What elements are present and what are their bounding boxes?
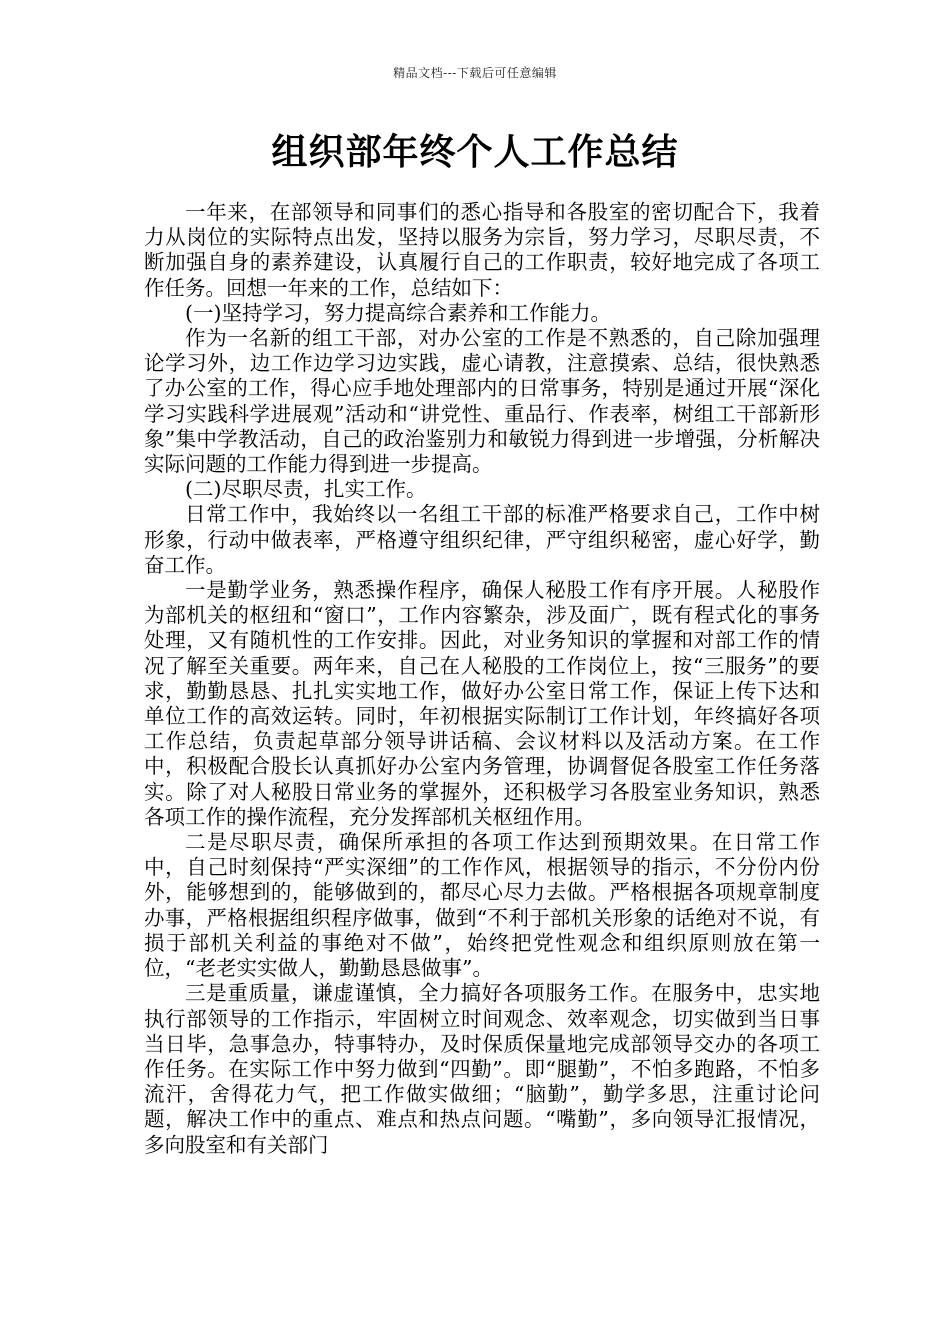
paragraph-point-1: 一是勤学业务，熟悉操作程序，确保人秘股工作有序开展。人秘股作为部机关的枢纽和“窗口”，工作内容繁杂，涉及面广，既有程式化的事务处理，又有随机性的工作安排。因此，对业务知识的掌握和对部工作的情况了解至关重要。两年来，自己在人秘股的工作岗位上，按“三服务”的要求，勤勤恳恳、扎扎实实地工作，做好办公室日常工作，保证上传下达和单位工作的高效运转。同时，年初根据实际制订工作计划，年终搞好各项工作总结，负责起草部分领导讲话稿、会议材料以及活动方案。在工作中，积极配合股长认真抓好办公室内务管理，协调督促各股室工作任务落实。除了对人秘股日常业务的掌握外，还积极学习各股室业务知识，熟悉各项工作的操作流程，充分发挥部机关枢纽作用。 [144,578,820,829]
paragraph-daily-work: 日常工作中，我始终以一名组工干部的标准严格要求自己，工作中树形象，行动中做表率，严格遵守组织纪律，严守组织秘密，虚心好学，勤奋工作。 [144,502,820,577]
section-heading-2: (二)尽职尽责，扎实工作。 [185,477,427,502]
section-heading-1: (一)坚持学习，努力提高综合素养和工作能力。 [185,300,611,325]
paragraph-point-3: 三是重质量，谦虚谨慎，全力搞好各项服务工作。在服务中，忠实地执行部领导的工作指示，牢固树立时间观念、效率观念，切实做到当日事当日毕，急事急办，特事特办，及时保质保量地完成部领导交办的各项工作任务。在实际工作中努力做到“四勤”。即“腿勤”，不怕多跑路，不怕多流汗，舍得花力气，把工作做实做细；“脑勤”，勤学多思，注重讨论问题，解决工作中的重点、难点和热点问题。“嘴勤”，多向领导汇报情况，多向股室和有关部门 [144,981,820,1157]
header-note: 精品文档---下载后可任意编辑 [393,66,557,80]
paragraph-study: 作为一名新的组工干部，对办公室的工作是不熟悉的，自己除加强理论学习外，边工作边学习边实践，虚心请教，注意摸索、总结，很快熟悉了办公室的工作，得心应手地处理部内的日常事务，特别是通过开展“深化学习实践科学进展观”活动和“讲党性、重品行、作表率，树组工干部新形象”集中学教活动，自己的政治鉴别力和敏锐力得到进一步增强，分析解决实际问题的工作能力得到进一步提高。 [144,326,820,477]
paragraph-intro: 一年来，在部领导和同事们的悉心指导和各股室的密切配合下，我着力从岗位的实际特点出发，坚持以服务为宗旨，努力学习，尽职尽责，不断加强自身的素养建设，认真履行自己的工作职责，较好地完成了各项工作任务。回想一年来的工作，总结如下： [144,200,820,300]
document-title: 组织部年终个人工作总结 [271,131,679,173]
document-body [144,200,820,1158]
paragraph-point-2: 二是尽职尽责，确保所承担的各项工作达到预期效果。在日常工作中，自己时刻保持“严实深细”的工作作风，根据领导的指示，不分份内份外，能够想到的，能够做到的，都尽心尽力去做。严格根据各项规章制度办事，严格根据组织程序做事，做到“不利于部机关形象的话绝对不说，有损于部机关利益的事绝对不做”，始终把党性观念和组织原则放在第一位，“老老实实做人，勤勤恳恳做事”。 [144,830,820,981]
